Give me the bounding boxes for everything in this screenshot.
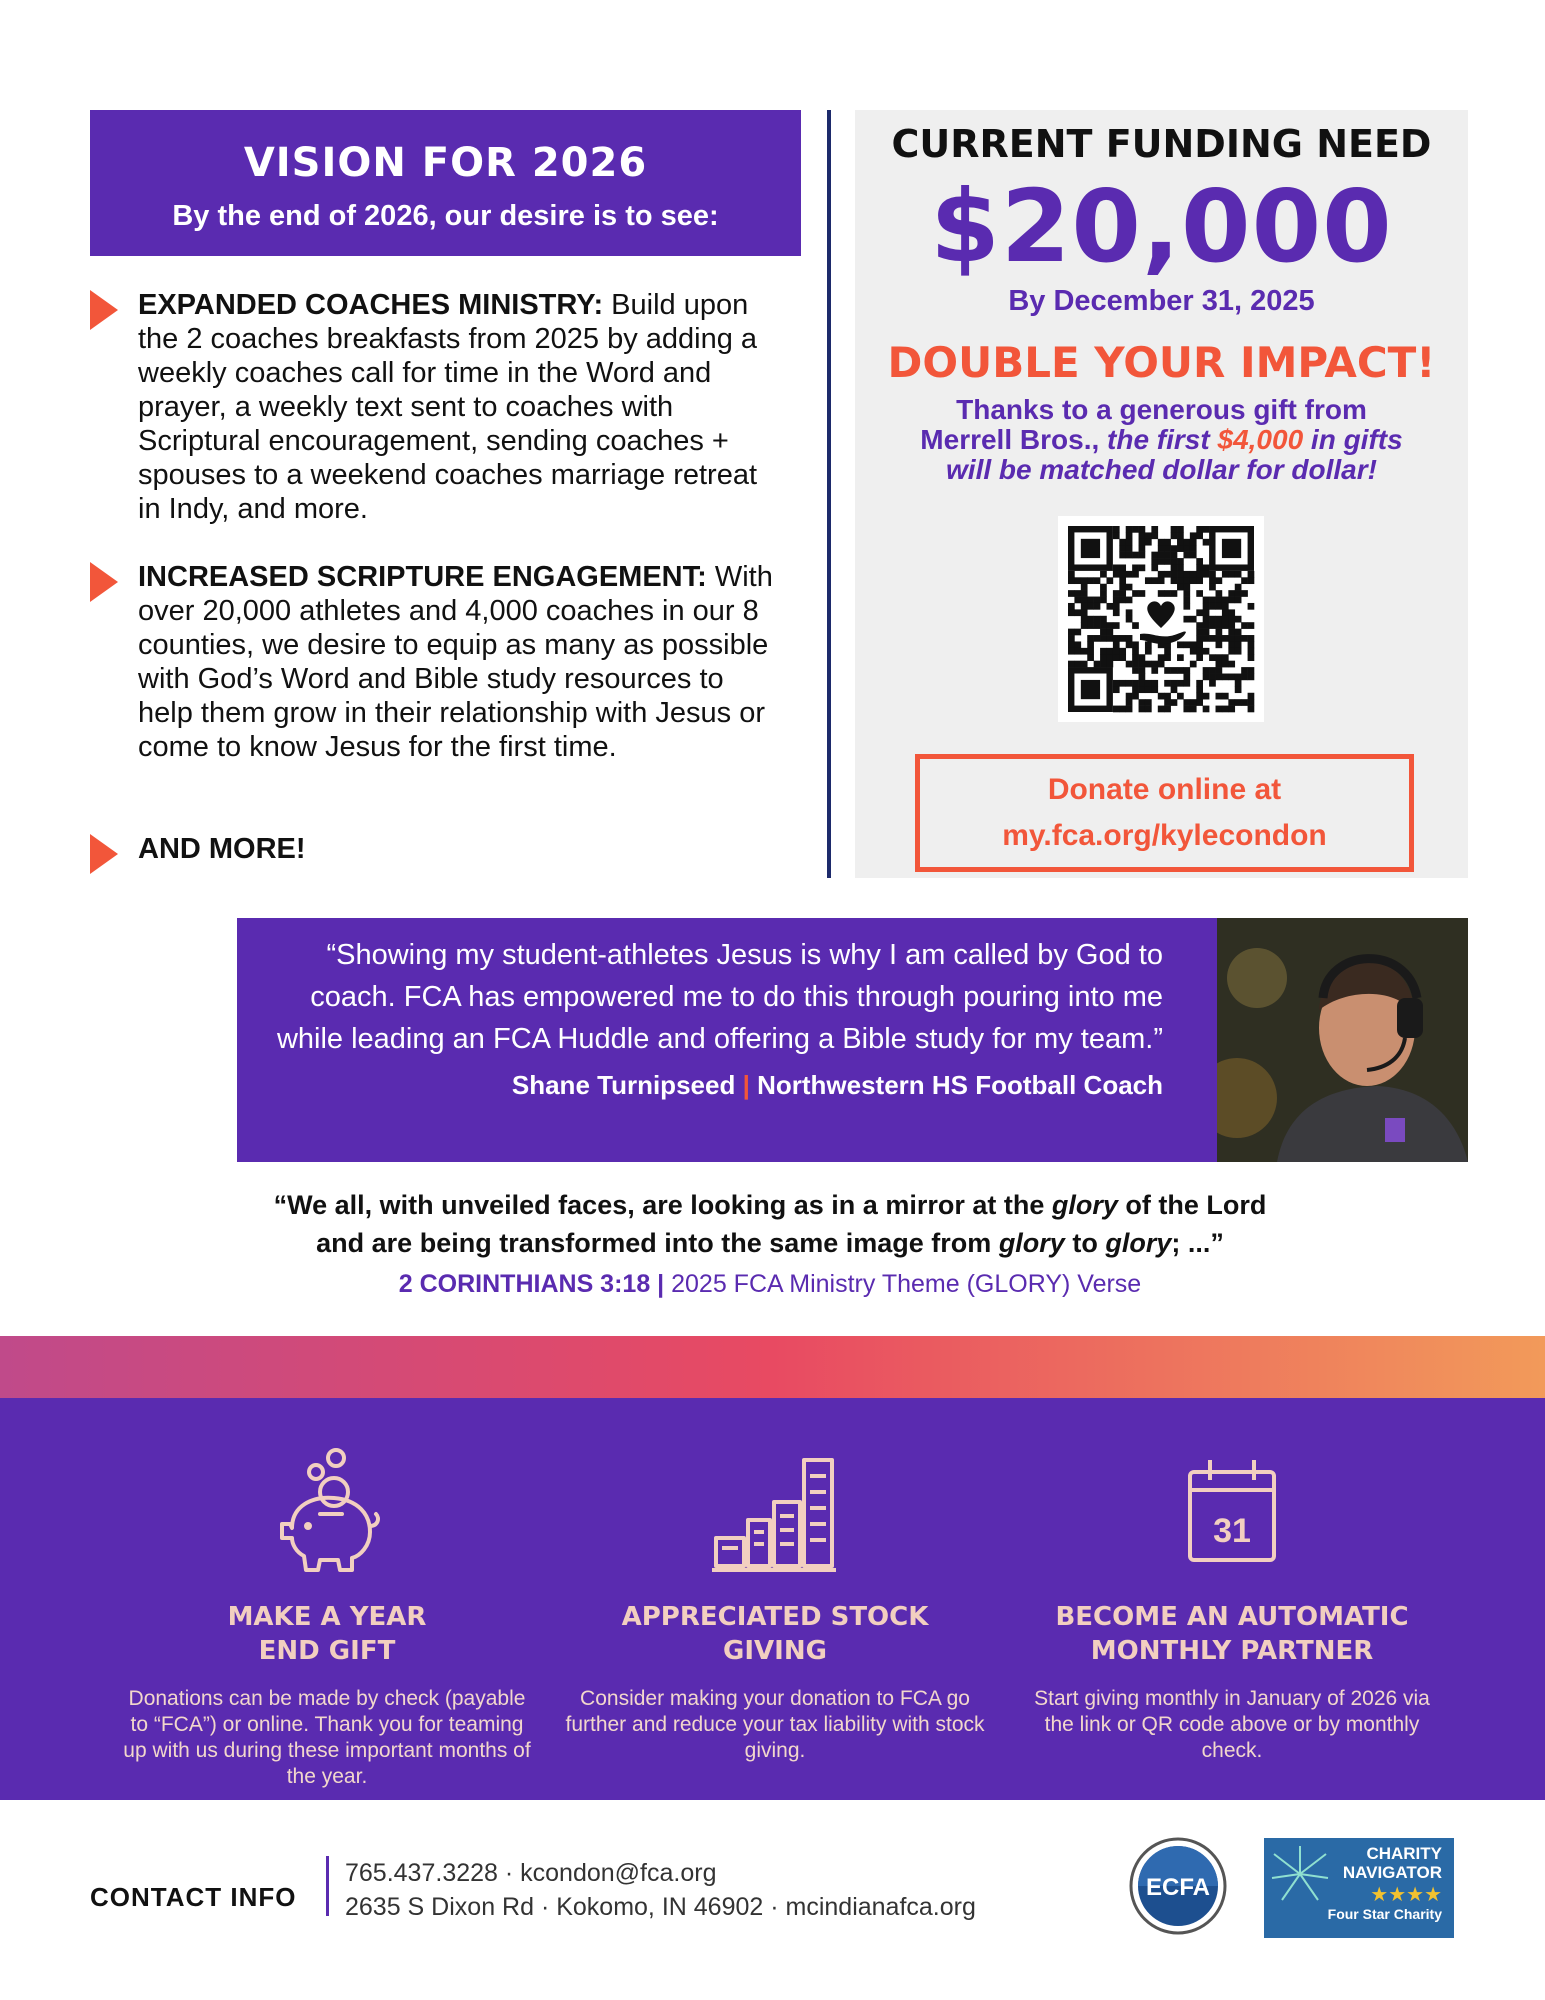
funding-label: CURRENT FUNDING NEED (891, 122, 1432, 166)
verse-text: to (1064, 1228, 1106, 1258)
giving-option-body: Donations can be made by check (payable to “FCA”) or online. Thank you for teaming up with us during these important months of the year. (123, 1687, 531, 1788)
giving-option-stock (565, 1398, 985, 1764)
vision-item-heading: INCREASED SCRIPTURE ENGAGEMENT: (138, 561, 707, 593)
coach-photo (1217, 918, 1468, 1162)
starburst-icon (1270, 1844, 1330, 1904)
contact-info (90, 1856, 1090, 1936)
match-amount: $4,000 (1217, 424, 1304, 455)
vision-subtitle: By the end of 2026, our desire is to see: (172, 200, 719, 232)
giving-option-heading (1022, 1600, 1442, 1668)
triangle-bullet-icon (90, 562, 118, 602)
coach-portrait-icon (1217, 918, 1468, 1162)
testimonial-name: Shane Turnipseed (511, 1070, 736, 1100)
verse-emphasis: glory (1051, 1190, 1118, 1220)
funding-panel (855, 110, 1468, 878)
heading-line: GIVING (723, 1636, 827, 1666)
vision-item (90, 832, 780, 866)
donate-link-box[interactable] (915, 754, 1414, 872)
verse-text: ; ...” (1171, 1228, 1224, 1258)
testimonial-separator: | (742, 1070, 750, 1100)
calendar-icon (1182, 1448, 1282, 1578)
vision-item-heading: AND MORE! (138, 833, 306, 865)
match-line-3: will be matched dollar for dollar! (946, 454, 1377, 485)
giving-option-body: Start giving monthly in January of 2026 via the link or QR code above or by monthly check. (1034, 1687, 1430, 1762)
vision-item (90, 560, 780, 764)
triangle-bullet-icon (90, 290, 118, 330)
donate-qr-code[interactable] (1058, 516, 1264, 722)
donate-line-1: Donate online at (1047, 773, 1282, 806)
match-line-2 (855, 425, 1468, 455)
contact-address-web[interactable]: 2635 S Dixon Rd · Kokomo, IN 46902 · mcindianafca.org (345, 1893, 976, 1921)
ecfa-badge (1128, 1836, 1228, 1936)
testimonial-role: Northwestern HS Football Coach (757, 1070, 1163, 1100)
bible-verse (180, 1186, 1360, 1299)
match-in-gifts: in gifts (1303, 424, 1403, 455)
verse-text: and are being transformed into the same image from (316, 1228, 999, 1258)
testimonial-attribution (237, 1070, 1163, 1101)
vision-item-text: With over 20,000 athletes and 4,000 coaches in our 8 counties, we desire to equip as many as possible with God’s Word and Bible study resources to help them grow in their relationship with Jesus or come to know Jesus for the first time. (138, 561, 773, 763)
double-impact-heading: DOUBLE YOUR IMPACT! (887, 338, 1436, 387)
vision-item (90, 288, 780, 526)
heading-line: MAKE A YEAR (227, 1602, 427, 1632)
contact-divider (326, 1856, 329, 1916)
giving-option-body: Consider making your donation to FCA go further and reduce your tax liability with stock giving. (565, 1687, 985, 1762)
verse-ref-citation: 2 CORINTHIANS 3:18 | (398, 1270, 665, 1298)
testimonial-block (237, 918, 1217, 1162)
verse-text: of the Lord (1117, 1190, 1267, 1220)
column-divider (827, 110, 831, 878)
verse-line-2 (180, 1224, 1360, 1262)
heading-line: END GIFT (258, 1636, 396, 1666)
heading-line: MONTHLY PARTNER (1090, 1636, 1374, 1666)
match-text (855, 395, 1468, 485)
funding-deadline: By December 31, 2025 (1008, 285, 1315, 317)
cn-line-1: CHARITY (1366, 1844, 1442, 1863)
match-donor: Merrell Bros., (920, 424, 1108, 455)
gradient-band (0, 1336, 1545, 1398)
stock-chart-icon (710, 1448, 840, 1578)
verse-reference (180, 1270, 1360, 1299)
ecfa-seal-icon (1128, 1836, 1228, 1936)
giving-option-heading (117, 1600, 537, 1668)
heading-line: BECOME AN AUTOMATIC (1055, 1602, 1409, 1632)
verse-text: “We all, with unveiled faces, are looking as in a mirror at the (273, 1190, 1052, 1220)
cn-stars: ★★★★ (1370, 1884, 1442, 1906)
contact-phone-email[interactable]: 765.437.3228 · kcondon@fca.org (345, 1859, 717, 1887)
giving-option-monthly (1022, 1398, 1442, 1764)
verse-emphasis: glory (1105, 1228, 1172, 1258)
giving-options (0, 1398, 1545, 1800)
piggy-bank-icon (272, 1448, 382, 1578)
verse-ref-note: 2025 FCA Ministry Theme (GLORY) Verse (664, 1270, 1142, 1298)
funding-amount: $20,000 (930, 168, 1393, 285)
charity-navigator-badge (1264, 1838, 1454, 1938)
donate-url[interactable]: my.fca.org/kylecondon (1002, 819, 1327, 852)
contact-label: CONTACT INFO (90, 1882, 297, 1912)
giving-option-year-end (117, 1398, 537, 1790)
testimonial-quote: “Showing my student-athletes Jesus is why I am called by God to coach. FCA has empowered me to do this through pouring into me while leading an FCA Huddle and offering a Bible study for my team.” (276, 939, 1163, 1055)
verse-emphasis: glory (998, 1228, 1065, 1258)
vision-item-text: Build upon the 2 coaches breakfasts from 2025 by adding a weekly coaches call for time in the Word and prayer, a weekly text sent to coaches with Scriptural encouragement, sending coaches + spouses to a weekend coaches marriage retreat in Indy, and more. (138, 289, 758, 525)
vision-header (90, 110, 801, 256)
vision-title: VISION FOR 2026 (243, 140, 648, 186)
vision-item-heading: EXPANDED COACHES MINISTRY: (138, 289, 604, 321)
qr-code-icon (1058, 516, 1264, 722)
verse-line-1 (180, 1186, 1360, 1224)
giving-option-heading (565, 1600, 985, 1668)
match-first: the first (1107, 424, 1218, 455)
match-line-1: Thanks to a generous gift from (956, 394, 1367, 425)
triangle-bullet-icon (90, 834, 118, 874)
cn-rating: Four Star Charity (1327, 1906, 1442, 1922)
heading-line: APPRECIATED STOCK (621, 1602, 929, 1632)
calendar-day: 31 (1213, 1512, 1251, 1550)
cn-line-2: NAVIGATOR (1342, 1863, 1442, 1882)
ecfa-text: ECFA (1145, 1874, 1211, 1901)
